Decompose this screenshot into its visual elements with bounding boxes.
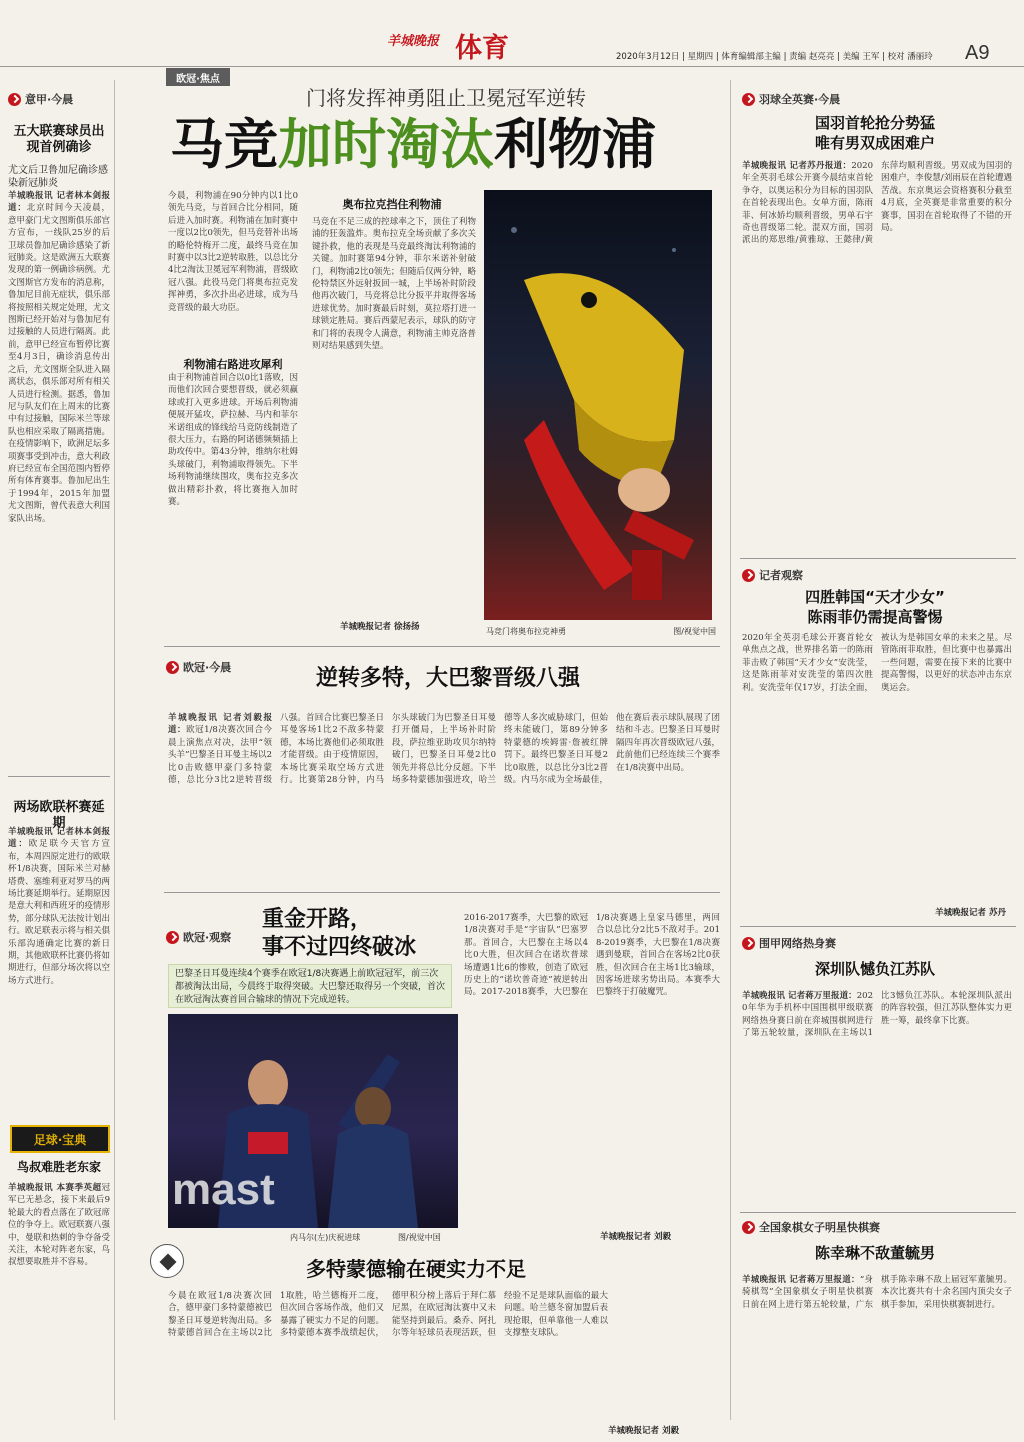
main-photo-credit: 图/视觉中国 <box>673 627 716 636</box>
right-divider <box>730 80 731 1420</box>
psg-body <box>168 712 720 890</box>
commentary-body: 2020年全英羽毛球公开赛首轮女单焦点之战，世界排名第一的陈雨菲击败了韩国“天才少女”安洗莹，这是陈雨菲对安洗莹的第四次胜利。安洗莹年仅17岁，打法全面，被认为是韩国女单的未来之星。尽管陈雨菲取胜，但比赛中也暴露出一些问题，需要在接下来的比赛中提高警惕，以更好的状态冲击东京奥运会。 <box>742 633 1012 693</box>
commentary-tag <box>742 568 842 582</box>
svg-text:mast: mast <box>172 1165 275 1214</box>
commentary-byline: 羊城晚报记者 苏丹 <box>935 908 1006 918</box>
analysis-headline-1: 重金开路， <box>262 907 373 932</box>
commentary-title-1: 四胜韩国“天才少女” <box>805 588 945 606</box>
headline-part-2: 加时淘汰 <box>278 113 494 176</box>
commentary-tag-label: 记者观察 <box>759 569 803 582</box>
left-tag-label: 意甲·今晨 <box>25 93 74 106</box>
left-byline-3: 羊城晚报讯 本赛季英超 <box>8 1183 102 1193</box>
left-body-2 <box>8 826 110 1116</box>
commentary-title-2: 陈雨菲仍需提高警惕 <box>807 608 943 626</box>
masthead-info: 2020年3月12日 | 星期四 | 体育编辑部主编 | 责编 赵亮亮 | 美编 王军 | 校对 潘丽玲 <box>616 52 933 62</box>
left-title-3: 鸟叔难胜老东家 <box>16 1160 101 1174</box>
psg-byline: 羊城晚报讯 记者刘毅报道： <box>168 713 272 736</box>
main-subhead-1: 利物浦右路进攻犀利 <box>183 358 283 371</box>
left-body-text: 北京时间今天凌晨，意甲豪门尤文图斯俱乐部官方宣布，一线队25岁的后卫球员鲁加尼确诊感染了新冠肺炎。这是欧洲五大联赛发现的第一例确诊病例。尤文图斯官方发布的消息称，鲁加尼目前无症状，俱乐部将按照相关规定处理，尤文图斯已经开始对与鲁加尼有过接触的人员进行隔离。此前，意甲已经宣布暂停比赛至4月3日，确诊消息传出之后，尤文图斯全队进入隔离状态，俱乐部对所有相关人员进行检测。据悉，鲁加尼与队友们在上周末的比赛中有过接触，国际米兰等球队也相应采取了隔离措施。在疫情影响下，欧洲足坛多项赛事受到冲击，意大利政府已经宣布全国范围内暂停所有体育赛事。鲁加尼出生于1994年，2015年加盟尤文图斯，曾代表意大利国家队出场。 <box>8 203 110 524</box>
badminton-tag <box>742 92 902 106</box>
analysis-photo-caption: 内马尔(左)庆祝进球 <box>290 1233 361 1242</box>
left-body-3 <box>8 1182 110 1422</box>
masthead <box>0 0 1024 68</box>
main-subhead-2: 奥布拉克挡住利物浦 <box>342 198 442 211</box>
main-body-2: 马竞在不足三成的控球率之下，顶住了利物浦的狂轰滥炸。奥布拉克全场贡献了多次关键扑救，他的表现是马竞最终淘汰利物浦的关键。加时赛第94分钟，菲尔米诺补射破门，利物浦2比0领先；但随后仅两分钟，略伦特禁区外远射扳回一城，上半场补时阶段他再次破门，马竞将总比分扳平并取得客场进球优势。加时赛最后时刻，莫拉塔打进一球锁定胜局。赛后西蒙尼表示，球队的防守和门将的表现令人满意，利物浦主帅克洛普则对结果感到失望。 <box>312 217 476 352</box>
dortmund-byline: 羊城晚报记者 刘毅 <box>608 1426 679 1436</box>
dortmund-body: 今晨在欧冠1/8决赛次回合，德甲豪门多特蒙德被巴黎圣日耳曼逆转淘出局。多特蒙德首回合在主场以2比1取胜，哈兰德梅开二度，但次回合客场作战，他们又暴露了硬实力不足的问题。多特蒙德本赛季战绩起伏，德甲积分榜上落后于拜仁慕尼黑，在欧冠淘汰赛中又未能坚持到最后。桑乔、阿扎尔等年轻球员表现活跃，但经验不足是球队面临的最大问题。哈兰德冬窗加盟后表现抢眼，但单靠他一人难以支撑整支球队。 <box>168 1291 608 1339</box>
main-body-1: 由于利物浦首回合以0比1落败，因而他们次回合要想晋级，就必须赢球或打入更多进球。开场后利物浦便展开猛攻，萨拉赫、马内和菲尔米诺组成的锋线给马竞防线制造了很大压力，右路的阿诺德频频插上助攻传中。第43分钟，维纳尔杜姆头球破门，利物浦取得领先。下半场利物浦继续围攻，奥布拉克多次做出精彩扑救，将比赛拖入加时赛。 <box>168 373 298 508</box>
chess-body <box>742 1274 1012 1424</box>
badminton-tag-label: 羽球全英赛·今晨 <box>759 93 841 106</box>
paper-name-logo: 羊城晚报 <box>387 34 440 49</box>
psg-tag-arrow-icon <box>166 661 179 674</box>
analysis-photo-credit: 图/视觉中国 <box>398 1233 441 1242</box>
main-tag: 欧冠·焦点 <box>166 68 230 86</box>
celebration-illustration <box>168 1014 458 1228</box>
chess-tag <box>742 1220 942 1234</box>
badminton-title-1: 国羽首轮抢分势猛 <box>814 114 935 132</box>
analysis-headline-2: 事不过四终破冰 <box>262 935 417 960</box>
badminton-body <box>742 160 1012 548</box>
commentary-tag-arrow-icon <box>742 569 755 582</box>
chess-byline: 羊城晚报讯 记者蒋万里报道： <box>742 1275 860 1285</box>
chess-body-text: “身骑棋驾”全国象棋女子明星快棋赛日前在网上进行第五轮较量，广东棋手陈幸琳不敌上届冠军董毓男。本次比赛共有十余名国内顶尖女子棋手参加，采用快棋赛制进行。 <box>742 1275 1012 1310</box>
analysis-body: 2016-2017赛季，大巴黎的欧冠1/8决赛对手是“宇宙队”巴塞罗那。首回合，大巴黎在主场以4比0大胜，但次回合在诺坎普球场遭遇1比6的惨败，创造了欧冠历史上的“诺坎普奇迹”被逆转出局。2017-2018赛季，大巴黎在1/8决赛遇上皇家马德里，两回合以总比分2比5不敌对手。2018-2019赛季，大巴黎在1/8决赛遇到曼联，首回合在客场2比0获胜，但次回合在主场1比3输球，因客场进球劣势出局。本赛季大巴黎终于打破魔咒。 <box>464 913 720 998</box>
psg-bottom-rule <box>164 892 720 893</box>
main-headline <box>170 112 730 178</box>
analysis-tag <box>166 930 256 944</box>
analysis-deck: 巴黎圣日耳曼连续4个赛季在欧冠1/8决赛遇上前欧冠冠军，前三次都被淘汰出局，今晨终于取得突破。大巴黎还取得另一个突破，首次在欧冠淘汰赛首回合输球的情况下完成逆转。 <box>168 964 452 1008</box>
masthead-rule <box>0 66 1024 67</box>
badminton-body-text: 2020年全英羽毛球公开赛今晨结束首轮争夺，以奥运积分为目标的国羽队在首轮表现出色。女单方面，陈雨菲、何冰娇均顺利晋级，男单石宇奇也晋级第二轮。混双方面，国羽派出的郑思维/黄雅琼、王懿律/黄东萍均顺利晋级。男双成为国羽的困难户，李俊慧/刘雨辰在首轮遭遇苦战。东京奥运会资格赛积分截至4月底，全英赛是非常重要的积分赛事，国羽在首轮取得了不错的开局。 <box>742 161 1012 246</box>
main-byline: 羊城晚报记者 徐扬扬 <box>340 622 420 632</box>
left-byline: 羊城晚报讯 记者林本剑报道： <box>8 191 110 214</box>
left-tag <box>8 92 108 106</box>
left-byline-2: 羊城晚报讯 记者林本剑报道： <box>8 827 110 850</box>
badminton-title-2: 唯有男双成困难户 <box>814 134 935 152</box>
left-divider <box>114 80 115 1420</box>
left-title: 五大联赛球员出现首例确诊 <box>13 124 105 155</box>
psg-headline: 逆转多特，大巴黎晋级八强 <box>316 666 581 691</box>
weiqi-tag-label: 围甲网络热身赛 <box>759 937 836 950</box>
weiqi-title: 深圳队憾负江苏队 <box>814 960 935 978</box>
psg-body-text: 欧冠1/8决赛次回合今晨上演焦点对决，法甲“领头羊”巴黎圣日耳曼主场以2比0击败德甲豪门多特蒙德，总比分3比2逆转晋级八强。首回合比赛巴黎圣日耳曼客场1比2不敌多特蒙德，本场比赛他们必须取胜才能晋级。由于疫情原因，本场比赛采取空场方式进行。比赛第28分钟，内马尔头球破门为巴黎圣日耳曼打开僵局，上半场补时阶段，萨拉维亚助攻贝尔纳特破门，巴黎圣日耳曼2比0领先并将总比分反超。下半场多特蒙德加强进攻，哈兰德等人多次威胁球门，但始终未能破门，第89分钟多特蒙德的埃姆雷·詹被红牌罚下。最终巴黎圣日耳曼2比0取胜，以总比分3比2晋级。内马尔成为全场最佳，他在赛后表示球队展现了团结和斗志。巴黎圣日耳曼时隔四年再次晋级欧冠八强，此前他们已经连续三个赛季在1/8决赛中出局。 <box>168 713 720 786</box>
left-title-2: 两场欧联杯赛延期 <box>13 800 105 831</box>
section-title: 体育 <box>455 33 509 64</box>
weiqi-body <box>742 990 1012 1200</box>
main-bottom-rule <box>164 646 720 647</box>
left-subtitle: 尤文后卫鲁加尼确诊感染新冠肺炎 <box>8 165 108 189</box>
analysis-photo <box>168 1014 458 1228</box>
badminton-tag-arrow-icon <box>742 93 755 106</box>
chess-title: 陈幸琳不敌董毓男 <box>814 1244 935 1262</box>
left-rule-1 <box>8 776 110 777</box>
goalkeeper-illustration <box>484 190 712 620</box>
headline-part-1: 马竞 <box>170 113 278 176</box>
main-kicker: 门将发挥神勇阻止卫冕冠军逆转 <box>306 86 586 110</box>
promo-banner <box>10 1125 110 1153</box>
left-body <box>8 190 110 770</box>
main-lead: 今晨，利物浦在90分钟内以1比0领先马竞，与首回合比分相同，随后进入加时赛。利物浦在加时赛中一度以2比0领先，但马竞替补出场的略伦特梅开二度，最终马竞在加时赛中以3比2逆转取胜，以总比分4比2淘汰卫冕冠军利物浦，晋级欧冠八强。此役马竞门将奥布拉克发挥神勇，多次扑出必进球，成为马竞晋级的最大功臣。 <box>168 191 298 313</box>
left-body-text-3: 冠军已无悬念，接下来最后9轮最大的看点落在了欧冠席位的争夺上。欧冠联赛八强中，曼联和热刺的争夺备受关注，本轮对阵老东家，鸟叔想要取胜并不容易。 <box>8 1183 110 1268</box>
main-photo-caption: 马竞门将奥布拉克神勇 <box>486 627 566 636</box>
headline-part-3: 利物浦 <box>494 113 656 176</box>
psg-tag <box>166 660 286 674</box>
weiqi-tag <box>742 936 872 950</box>
left-body-text-2: 欧足联今天官方宣布，本周四原定进行的欧联杯1/8决赛，国际米兰对赫塔费、塞维利亚对罗马的两场比赛延期举行。延期原因是意大利和西班牙的疫情形势，部分球队无法按计划出行。欧足联表示将与相关俱乐部沟通确定比赛的新日期，其他欧联杯比赛仍将如期进行，但部分场次将以空场方式进行。 <box>8 839 110 986</box>
tag-arrow-icon <box>8 93 21 106</box>
right-rule-3 <box>740 1212 1016 1213</box>
right-rule-1 <box>740 558 1016 559</box>
weiqi-tag-arrow-icon <box>742 937 755 950</box>
analysis-tag-label: 欧冠·观察 <box>183 931 232 944</box>
chess-tag-label: 全国象棋女子明星快棋赛 <box>759 1221 880 1234</box>
psg-tag-label: 欧冠·今晨 <box>183 661 232 674</box>
weiqi-body-text: 2020年华为手机杯中国围棋甲级联赛网络热身赛日前在弈城围棋网进行了第五轮较量，深圳队在主场以1比3憾负江苏队。本轮深圳队派出的阵容较强，但江苏队整体实力更胜一筹，最终拿下比赛。 <box>742 991 1012 1039</box>
chess-tag-arrow-icon <box>742 1221 755 1234</box>
soccer-ball-icon <box>150 1244 184 1278</box>
analysis-byline: 羊城晚报记者 刘毅 <box>600 1232 671 1242</box>
dortmund-headline: 多特蒙德输在硬实力不足 <box>306 1257 526 1281</box>
weiqi-byline: 羊城晚报讯 记者蒋万里报道： <box>742 991 857 1001</box>
main-photo <box>484 190 712 620</box>
badminton-byline: 羊城晚报讯 记者苏丹报道： <box>742 161 852 171</box>
promo-logo: 足球·宝典 <box>33 1132 87 1147</box>
page-number: A9 <box>965 42 990 64</box>
right-rule-2 <box>740 926 1016 927</box>
analysis-tag-arrow-icon <box>166 931 179 944</box>
